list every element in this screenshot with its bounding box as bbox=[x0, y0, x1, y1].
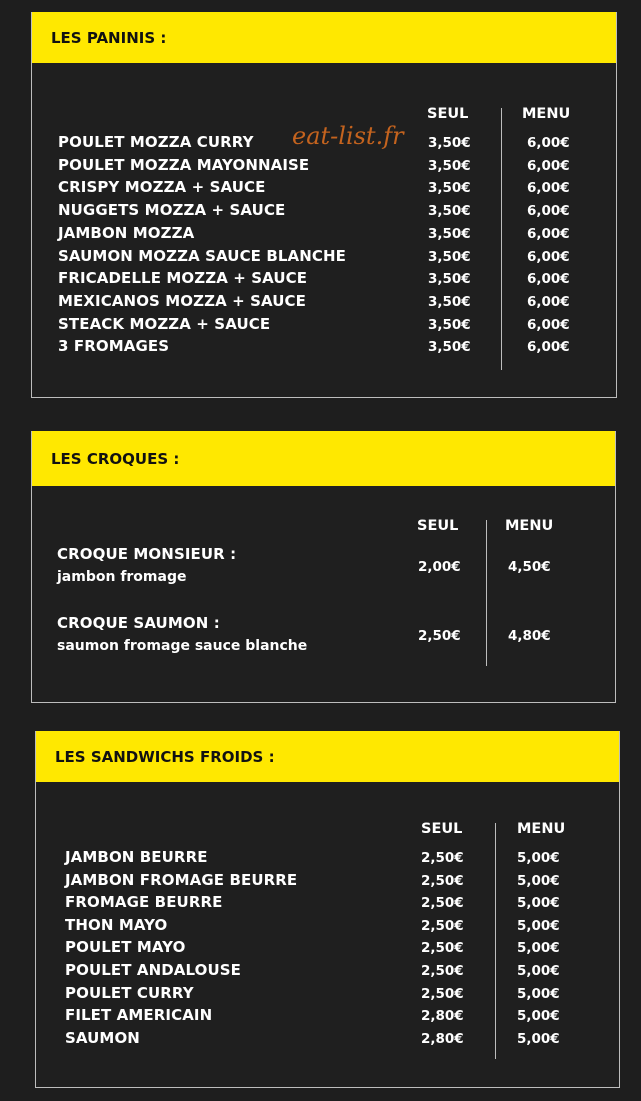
column-header-seul: SEUL bbox=[417, 518, 459, 534]
price-seul: 3,50€ bbox=[428, 248, 471, 265]
price-menu: 5,00€ bbox=[517, 963, 560, 979]
price-seul: 3,50€ bbox=[428, 293, 471, 310]
column-header-menu: MENU bbox=[522, 106, 571, 122]
price-menu: 5,00€ bbox=[517, 940, 560, 957]
price-seul: 2,50€ bbox=[418, 628, 461, 644]
price-menu: 6,00€ bbox=[527, 316, 570, 333]
price-seul: 2,50€ bbox=[421, 872, 464, 889]
price-menu: 5,00€ bbox=[517, 917, 560, 934]
menu-item-name: FROMAGE BEURRE bbox=[65, 893, 223, 912]
price-seul: 2,50€ bbox=[421, 963, 464, 979]
watermark-logo: eat-list.fr bbox=[292, 122, 404, 150]
column-header-menu: MENU bbox=[517, 821, 566, 837]
price-menu: 6,00€ bbox=[527, 180, 570, 197]
menu-item-name: POULET MOZZA CURRY bbox=[58, 133, 254, 151]
menu-item-name: POULET ANDALOUSE bbox=[65, 961, 242, 979]
menu-item-name: CRISPY MOZZA + SAUCE bbox=[58, 178, 266, 197]
menu-item-name: SAUMON MOZZA SAUCE BLANCHE bbox=[58, 246, 347, 265]
menu-item-name: THON MAYO bbox=[65, 915, 168, 934]
price-menu: 6,00€ bbox=[527, 293, 570, 310]
price-menu: 5,00€ bbox=[517, 895, 560, 912]
price-menu: 6,00€ bbox=[527, 339, 570, 356]
price-seul: 3,50€ bbox=[428, 180, 471, 197]
price-seul: 2,00€ bbox=[418, 559, 461, 575]
column-divider bbox=[501, 108, 502, 370]
section-header-paninis bbox=[32, 12, 616, 63]
price-menu: 5,00€ bbox=[517, 1030, 560, 1047]
price-seul: 3,50€ bbox=[428, 271, 471, 288]
price-seul: 3,50€ bbox=[428, 157, 471, 174]
price-menu: 6,00€ bbox=[527, 248, 570, 265]
section-sandwichs-froids bbox=[35, 731, 620, 1088]
menu-item-name: JAMBON FROMAGE BEURRE bbox=[65, 870, 298, 889]
price-menu: 5,00€ bbox=[517, 985, 560, 1002]
price-menu: 4,80€ bbox=[508, 628, 551, 644]
menu-item-name: STEACK MOZZA + SAUCE bbox=[58, 314, 271, 333]
section-croques bbox=[31, 431, 616, 703]
price-seul: 3,50€ bbox=[428, 316, 471, 333]
column-divider bbox=[495, 823, 496, 1059]
price-seul: 2,80€ bbox=[421, 1008, 464, 1025]
column-header-seul: SEUL bbox=[421, 821, 463, 837]
menu-item-name: POULET MOZZA MAYONNAISE bbox=[58, 155, 310, 174]
menu-item-name: JAMBON MOZZA bbox=[58, 223, 195, 242]
menu-item-name: FRICADELLE MOZZA + SAUCE bbox=[58, 269, 308, 288]
section-title-paninis: LES PANINIS : bbox=[51, 28, 167, 47]
price-menu: 6,00€ bbox=[527, 135, 570, 151]
price-menu: 5,00€ bbox=[517, 1008, 560, 1025]
price-seul: 2,50€ bbox=[421, 850, 464, 866]
price-menu: 5,00€ bbox=[517, 872, 560, 889]
price-seul: 2,50€ bbox=[421, 940, 464, 957]
price-seul: 2,80€ bbox=[421, 1030, 464, 1047]
price-menu: 5,00€ bbox=[517, 850, 560, 866]
column-divider bbox=[486, 520, 487, 666]
section-title-sandwichs-froids: LES SANDWICHS FROIDS : bbox=[55, 747, 275, 766]
menu-item-description: saumon fromage sauce blanche bbox=[57, 638, 308, 654]
menu-item-name: NUGGETS MOZZA + SAUCE bbox=[58, 201, 286, 220]
menu-item-name: SAUMON bbox=[65, 1028, 140, 1047]
menu-item-name: MEXICANOS MOZZA + SAUCE bbox=[58, 291, 307, 310]
price-seul: 3,50€ bbox=[428, 135, 471, 151]
price-menu: 6,00€ bbox=[527, 271, 570, 288]
price-menu: 6,00€ bbox=[527, 157, 570, 174]
menu-item-name: CROQUE SAUMON : bbox=[57, 614, 220, 632]
price-menu: 6,00€ bbox=[527, 203, 570, 220]
price-menu: 4,50€ bbox=[508, 559, 551, 575]
column-header-menu: MENU bbox=[505, 518, 554, 534]
price-seul: 3,50€ bbox=[428, 225, 471, 242]
section-title-croques: LES CROQUES : bbox=[51, 449, 180, 468]
menu-item-name: 3 FROMAGES bbox=[58, 337, 170, 356]
price-seul: 3,50€ bbox=[428, 339, 471, 356]
section-header-sandwichs-froids bbox=[36, 731, 619, 782]
menu-item-name: FILET AMERICAIN bbox=[65, 1006, 213, 1025]
price-seul: 2,50€ bbox=[421, 985, 464, 1002]
menu-item-name: POULET CURRY bbox=[65, 983, 194, 1002]
price-menu: 6,00€ bbox=[527, 225, 570, 242]
price-seul: 2,50€ bbox=[421, 895, 464, 912]
section-paninis bbox=[31, 12, 617, 398]
menu-item-description: jambon fromage bbox=[57, 569, 187, 585]
menu-item-name: JAMBON BEURRE bbox=[65, 848, 208, 866]
menu-item-name: CROQUE MONSIEUR : bbox=[57, 545, 237, 563]
price-seul: 2,50€ bbox=[421, 917, 464, 934]
section-header-croques bbox=[32, 431, 615, 486]
column-header-seul: SEUL bbox=[427, 106, 469, 122]
menu-item-name: POULET MAYO bbox=[65, 938, 186, 957]
price-seul: 3,50€ bbox=[428, 203, 471, 220]
